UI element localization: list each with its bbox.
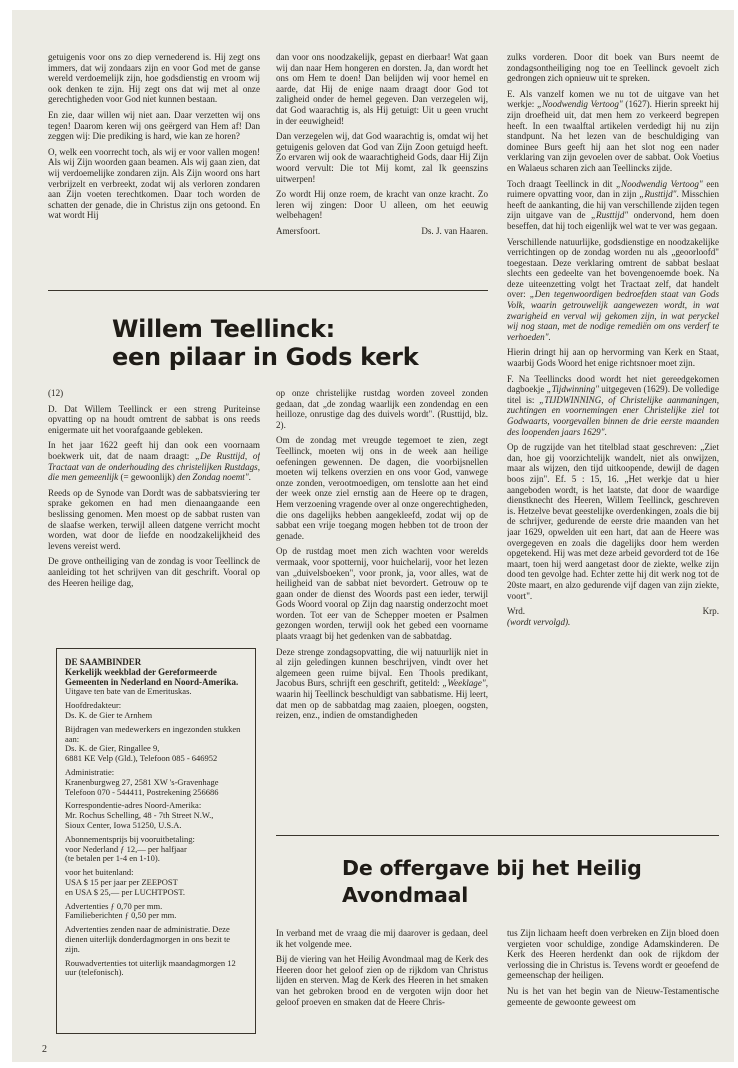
obituary-deadline: Rouwadvertenties tot uiterlijk maandagmorgen 12 uur (telefonisch). — [65, 957, 236, 978]
signature — [276, 226, 488, 237]
admin-phone: Telefoon 070 - 544411, Postrekening 256686 — [65, 786, 219, 797]
admin-address: Kranenburgweg 27, 2581 XW 's-Gravenhage — [65, 776, 219, 787]
newspaper-page — [12, 10, 734, 1062]
paragraph: getuigenis voor ons zo diep vernederend is. Hij zegt ons immers, dat wij zondaars zijn en voor God met de ganse wereld verdoemelijk zijn, hoe godsdienstig en vroom wij ook denken te zijn. Hij zegt ons dat wij met al onze gerechtigheden voor God niet kunnen bestaan. — [48, 52, 260, 105]
paragraph: zulks vorderen. Door dit boek van Burs neemt de zondagsontheiliging nog toe en Teellinck gevoelt zich gedrongen zich opnieuw uit te spreken. — [507, 52, 719, 84]
na-name: Mr. Rochus Schelling, 48 - 7th Street N.W., — [65, 810, 214, 821]
abroad-label: voor het buitenland: — [65, 867, 134, 878]
paragraph: In het jaar 1622 geeft hij dan ook een voornaam boekwerk uit, dat de naam draagt: „De Rusttijd, of Tractaat van de onderhouding des christelijken Rustdags, die men gemeenlijk (= gewoonlijk) den Zondag noemt". — [48, 440, 260, 483]
na-label: Korrespondentie-adres Noord-Amerika: — [65, 800, 202, 811]
na-city: Sioux Center, Iowa 51250, U.S.A. — [65, 819, 182, 830]
paragraph: O, welk een voorrecht toch, als wij er voor vallen mogen! Als wij Zijn woorden gaan beamen. Als wij gaan zien, dat wij verdoemelijke zondaren zijn. Als Zijn woord ons hart verbrijzelt en verbreekt, zodat wij als verloren zondaren aan Zijn voeten terechtkomen. Daar toch worden de schatten der genade, die in Christus zijn ons getoond. En wat wordt Hij — [48, 146, 260, 221]
contrib-name: Ds. K. de Gier, Ringallee 9, — [65, 743, 160, 754]
article-number: (12) — [48, 388, 64, 398]
editor-label: Hoofdredakteur: — [65, 700, 122, 711]
headline-line-2: een pilaar in Gods kerk — [112, 343, 419, 371]
signature — [507, 606, 719, 617]
paragraph: Nu is het van het begin van de Nieuw-Testamentische gemeente de gewoonte geweest om — [507, 985, 719, 1007]
paragraph: Bij de viering van het Heilig Avondmaal mag de Kerk des Heeren door het geloof zien op de rijkdom van Christus lijden en sterven. Mag de Kerk des Heeren in het smaken van het gebroken brood en de vergoten wijn door het geloof proeven en smaken dat de Heere Chris- — [276, 954, 488, 1007]
paragraph: D. Dat Willem Teellinck er een streng Puriteinse opvatting op na houdt omtrent de sabbat is ons reeds enigermate uit het voorafgaande gebleken. — [48, 403, 260, 435]
masthead-publisher: Uitgave ten bate van de Emerituskas. — [65, 686, 192, 697]
ads-deadline: Advertenties zenden naar de administratie. Deze dienen uiterlijk donderdagmorgen in ons bezit te zijn. — [65, 924, 231, 954]
paragraph: tus Zijn lichaam heeft doen verbreken en Zijn bloed doen vergieten voor schuldige, zondige Adamskinderen. De Kerk des Heeren herdenkt dan ook de rijkdom der verlossing die in Christus is. Tevens wordt er geoefend de gemeenschap der heiligen. — [507, 928, 719, 981]
paragraph: Om de zondag met vreugde tegemoet te zien, zegt Teellinck, moeten wij ons in de week aan heilige oefeningen gewennen. De dagen, die voorbijsnellen moeten wij telkens overzien en ons voor God, vanwege onze zonden, verootmoedigen, om tenslotte aan het eind der week onze ziel ernstig aan de Heere op te dragen, Hem verzoening vragende over al onze ongerechtigheden, die ons dagelijks hebben aangekleefd, zodat wij op de sabbat een vrije toegang mogen hebben tot de troon der genade. — [276, 435, 488, 541]
page-number: 2 — [42, 1044, 47, 1055]
article1-column-1 — [48, 388, 260, 638]
admin-label: Administratie: — [65, 766, 115, 777]
paragraph: Toch draagt Teellinck in dit „Noodwendig Vertoog" een ruimere opvatting voor, dan in zijn „Rusttijd". Misschien heeft de aankanting, die hij van verschillende zijden tegen zijn uitgave van de „Rusttijd" ondervond, hem doen beseffen, dat hij toch eigenlijk wel wat te ver was gegaan. — [507, 178, 719, 231]
ads-rate: Advertenties ƒ 0,70 per mm. — [65, 900, 163, 911]
article-headline — [112, 315, 418, 371]
section-divider — [48, 290, 488, 291]
contrib-label: Bijdragen van medewerkers en ingezonden stukken aan: — [65, 723, 241, 744]
signature-left: Wrd. — [507, 606, 526, 617]
paragraph: op onze christelijke rustdag worden zoveel zonden gedaan, dat „de zondag waarlijk een zondendag en een heilloze, onrustige dag des duivels wordt". (Rusttijd, blz. 2). — [276, 388, 488, 430]
paragraph: Verschillende natuurlijke, godsdienstige en noodzakelijke verrichtingen op de zondag worden nu als „geoorloofd" toegestaan. Deze verklaring omtrent de sabbat beslaat slechts een gedeelte van het bovengenoemde boek. Na deze uiteenzetting volgt het Tractaat zelf, dat handelt over: „Den tegenwoordigen bedroefden staat van Gods Volk, waarin getrouwelijk aangewezen wordt, in wat zwarigheid en verval wij gekomen zijn, in wat peryckel wij nog staan, met de nodige remediën om ons verderf te verhoeden". — [507, 236, 719, 342]
paragraph: Deze strenge zondagsopvatting, die wij natuurlijk niet in al zijn geledingen kunnen beschrijven, vindt over het algemeen geen ruime bijval. Een Thools predikant, Jacobus Burs, schrijft een geschrift, getiteld: „Weeklage", waarin hij Teellinck beschuldigt van sabbatisme. Hij leert, dat men op de sabbatdag mag zaaien, ploegen, oogsten, reizen, enz., indien de omstandigheden — [276, 646, 488, 721]
masthead-subtitle: Kerkelijk weekblad der Gereformeerde Gemeenten in Nederland en Noord-Amerika. — [65, 666, 239, 687]
article2-column-1 — [276, 928, 488, 1038]
masthead-name: DE SAAMBINDER — [65, 657, 142, 667]
paragraph: E. Als vanzelf komen we nu tot de uitgave van het werkje: „Noodwendig Vertoog" (1627). Hierin spreekt hij zijn droefheid uit, dat men hem zo verkeerd begrepen heeft. In een twaalftal artikelen verdedigt hij nu zijn standpunt. Na het lezen van de beschuldiging van dominee Burs geeft hij aan het slot nog een nader verklaring van zijn gevoelen over de sabbat. Ook Voetius en Walaeus scharen zich aan Teellincks zijde. — [507, 88, 719, 173]
masthead-box — [56, 648, 256, 1034]
headline-line-2: Avondmaal — [342, 883, 469, 907]
paragraph: dan voor ons noodzakelijk, gepast en dierbaar! Wat gaan wij dan naar Hem hongeren en dorsten. Ja, dan wordt het ons om Hem te doen! Dan belijden wij voor hemel en aarde, dat Hij de enige naam draagt door God tot zaligheid onder de hemel gegeven. Dan verzegelen wij, dat God waarachtig is, als Hij getuigt: Uit u geen vrucht in der eeuwigheid! — [276, 52, 488, 126]
section-divider — [276, 835, 719, 836]
paragraph: Op de rustdag moet men zich wachten voor werelds vermaak, voor spotternij, voor huichelarij, voor het lezen van „duivelsboeken", voor pronk, ja, voor alles, wat de heiligheid van de sabbat niet bevordert. Getrouw op te gaan onder de dienst des Woords past een ieder, terwijl Gods Woord vooral op Zijn dag naarstig onderzocht moet worden. Tot eer van de Schepper moeten er Psalmen gezongen worden, terwijl ook het gebed een voorname plaats vraagt bij het gedenken van de sabbatdag. — [276, 546, 488, 642]
contrib-address: 6881 KE Velp (Gld.), Telefoon 085 - 646952 — [65, 753, 218, 764]
paragraph: De grove ontheiliging van de zondag is voor Teellinck de aanleiding tot het schrijven van dit geschrift. Vooral op des Heeren heilige dag, — [48, 556, 260, 588]
top-column-2 — [276, 52, 488, 284]
abroad-sea: USA $ 15 per jaar per ZEEPOST — [65, 876, 178, 887]
subscription-nl-terms: (te betalen per 1-4 en 1-10). — [65, 853, 160, 864]
editor: Ds. K. de Gier te Arnhem — [65, 709, 153, 720]
top-column-1 — [48, 52, 260, 284]
paragraph: Op de rugzijde van het titelblad staat geschreven: „Ziet dan, hoe gij voorzichtelijk wandelt, niet als onwijzen, maar als wijzen, den tijd uitkoopende, dewijl de dagen boos zijn". Ef. 5 : 15, 16. „Het werkje dat u hier aangeboden wordt, is het laatste, dat door de waardige dienstknecht des Heeren, Willem Teellinck, geschreven is. Hetzelve bevat geestelijke overdenkingen, zoals die bij de schrijver, gedurende de eerste drie maanden van het jaar 1629, opwelden uit een hart, dat aan de Heere was overgegeven en zoals die dagelijks door hem werden opgetekend. Hij was met deze arbeid gevorderd tot de 16e maart, toen hij werd aangetast door de ziekte, welke zijn dood ten gevolge had. Echter zette hij dit werk nog tot de 20ste maart, en alzo gedurende vijf dagen van zijn ziekte, voort". — [507, 442, 719, 601]
signature-right: Krp. — [702, 606, 719, 617]
right-column — [507, 52, 719, 807]
headline-line-1: Willem Teellinck: — [112, 315, 335, 343]
abroad-air: en USA $ 25,— per LUCHTPOST. — [65, 886, 186, 897]
paragraph: Hierin dringt hij aan op hervorming van Kerk en Staat, waarbij Gods Woord het enige richtsnoer moet zijn. — [507, 347, 719, 369]
article1-column-2 — [276, 388, 488, 816]
subscription-label: Abonnementsprijs bij vooruitbetaling: — [65, 833, 195, 844]
subscription-nl: voor Nederland ƒ 12,— per halfjaar — [65, 843, 187, 854]
paragraph: En zie, daar willen wij niet aan. Daar verzetten wij ons tegen! Daarom keren wij ons geërgerd van Hem af! Dan zeggen wij: Die prediking is hard, wie kan ze horen? — [48, 109, 260, 142]
signature-place: Amersfoort. — [276, 225, 321, 236]
paragraph: F. Na Teellincks dood wordt het niet gereedgekomen dagboekje „Tijdwinning" uitgegeven (1629). De volledige titel is: „TIJDWINNING, of Christelijke aanmaningen, zuchtingen en voornemingen ener Christelijke ziel tot Godwaarts, voorgevallen binnen de drie eerste maanden des loopenden jaars 1629". — [507, 373, 719, 437]
article2-headline — [342, 855, 642, 909]
signature-author: Ds. J. van Haaren. — [421, 225, 488, 236]
paragraph: Dan verzegelen wij, dat God waarachtig is, omdat wij het getuigenis geloven dat God van Zijn Zoon getuigd heeft. Zo ervaren wij ook de waarachtigheid Gods, daar Hij Zijn woord vervult: Die tot Mij komt, zal Ik geenszins uitwerpen! — [276, 131, 488, 184]
paragraph: Zo wordt Hij onze roem, de kracht van onze kracht. Zo leren wij zingen: Door U alleen, om het eeuwig welbehagen! — [276, 189, 488, 221]
article2-column-2 — [507, 928, 719, 1038]
headline-line-1: De offergave bij het Heilig — [342, 856, 642, 880]
paragraph: In verband met de vraag die mij daarover is gedaan, deel ik het volgende mee. — [276, 928, 488, 949]
family-rate: Familieberichten ƒ 0,50 per mm. — [65, 910, 177, 921]
continuation-note: (wordt vervolgd). — [507, 616, 571, 627]
paragraph: Reeds op de Synode van Dordt was de sabbatsviering ter sprake gekomen en had men dienaangaande een beslissing genomen. Men moest op de sabbat rusten van de slaafse werken, terwijl alleen datgene verricht mocht worden, wat door de liefde en noodzakelijkheid des levens vereist werd. — [48, 487, 260, 551]
